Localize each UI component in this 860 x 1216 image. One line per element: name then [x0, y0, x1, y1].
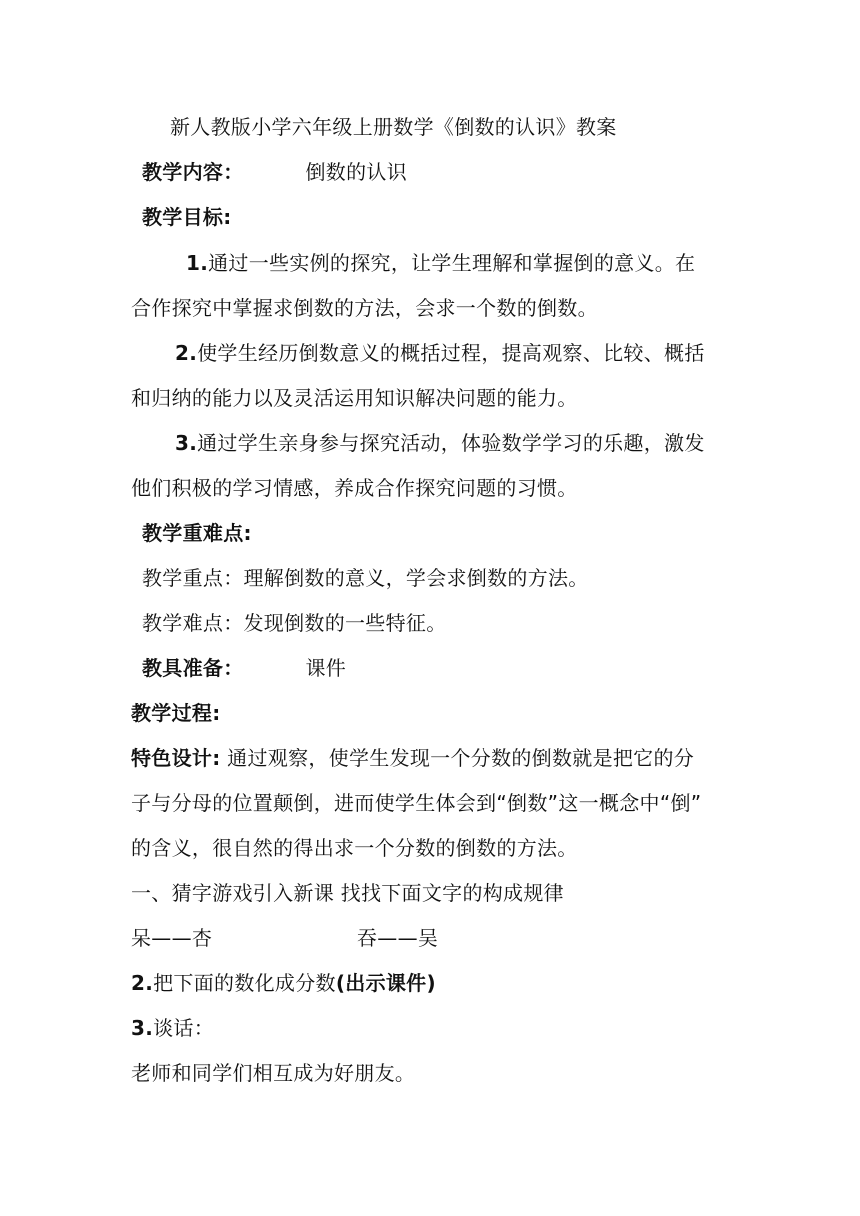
goal-1-line-2: 合作探究中掌握求倒数的方法，会求一个数的倒数。: [131, 296, 598, 320]
content-row: [142, 158, 407, 186]
tools-label: 教具准备：: [142, 656, 244, 680]
content-value: 倒数的认识: [305, 160, 407, 184]
goals-heading: 教学目标:: [142, 205, 232, 229]
feature-label: 特色设计:: [131, 746, 221, 770]
goal-1-number: 1.: [186, 251, 209, 275]
step-3-number: 3.: [131, 1016, 154, 1040]
feature-line-2: 子与分母的位置颠倒，进而使学生体会到“倒数”这一概念中“倒”: [131, 791, 702, 815]
key-points-heading: 教学重难点:: [142, 521, 252, 545]
closing-line: 老师和同学们相互成为好朋友。: [131, 1061, 416, 1085]
goal-2-number: 2.: [175, 341, 198, 365]
step-3: 3.谈话：: [131, 1016, 215, 1040]
feature-line-3: 的含义，很自然的得出求一个分数的倒数的方法。: [131, 836, 578, 860]
key-point-difficulty: 教学难点：发现倒数的一些特征。: [142, 611, 447, 635]
character-pair-1: 呆——杏: [131, 926, 213, 950]
tools-value: 课件: [305, 656, 347, 680]
document-title: 新人教版小学六年级上册数学《倒数的认识》教案: [170, 115, 617, 139]
goal-2-line-2: 和归纳的能力以及灵活运用知识解决问题的能力。: [131, 386, 578, 410]
character-pair-2: 吞——吴: [357, 926, 439, 950]
step-2-number: 2.: [131, 971, 154, 995]
goal-3-line-2: 他们积极的学习情感，养成合作探究问题的习惯。: [131, 476, 578, 500]
goal-1-line-1: 1.通过一些实例的探究，让学生理解和掌握倒的意义。在: [186, 251, 696, 275]
feature-line-1: 特色设计: 通过观察，使学生发现一个分数的倒数就是把它的分: [131, 746, 695, 770]
key-point-focus: 教学重点：理解倒数的意义，学会求倒数的方法。: [142, 566, 589, 590]
process-heading: 教学过程:: [131, 701, 221, 725]
goal-3-line-1: 3.通过学生亲身参与探究活动，体验数学学习的乐趣，激发: [175, 431, 705, 455]
tools-row: [142, 654, 346, 682]
section-1-heading: 一、猜字游戏引入新课 找找下面文字的构成规律: [131, 881, 564, 905]
step-2: 2.把下面的数化成分数(出示课件): [131, 971, 436, 995]
content-label: 教学内容：: [142, 160, 244, 184]
goal-2-line-1: 2.使学生经历倒数意义的概括过程，提高观察、比较、概括: [175, 341, 705, 365]
goal-3-number: 3.: [175, 431, 198, 455]
